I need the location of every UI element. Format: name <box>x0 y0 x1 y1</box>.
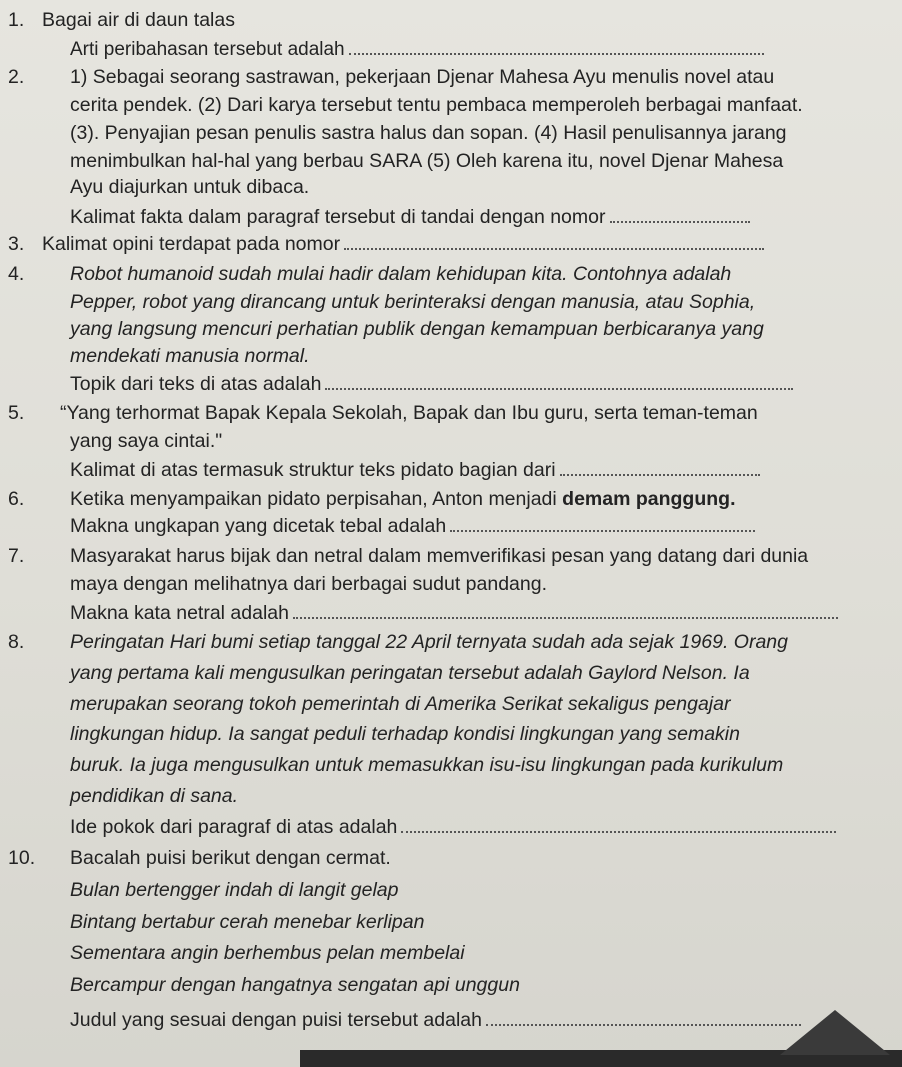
question-text: Peringatan Hari bumi setiap tanggal 22 April ternyata sudah ada sejak 1969. Orang <box>70 631 788 653</box>
question-text: Robot humanoid sudah mulai hadir dalam kehidupan kita. Contohnya adalah <box>70 263 732 285</box>
poem-line: Bercampur dengan hangatnya sengatan api unggun <box>70 974 520 996</box>
question-text: pendidikan di sana. <box>70 785 239 807</box>
question-number: 3. <box>8 233 25 255</box>
question-prompt: Judul yang sesuai dengan puisi tersebut adalah <box>70 1008 801 1032</box>
question-number: 1. <box>8 9 25 31</box>
question-number: 5. <box>8 402 25 424</box>
question-text: buruk. Ia juga mengusulkan untuk memasukkan isu-isu lingkungan pada kurikulum <box>70 754 784 776</box>
question-prompt: Makna kata netral adalah <box>70 601 838 625</box>
answer-blank[interactable] <box>344 234 764 250</box>
answer-blank[interactable] <box>293 603 838 619</box>
question-text: Ayu diajurkan untuk dibaca. <box>70 176 310 198</box>
question-prompt: Topik dari teks di atas adalah <box>70 372 793 396</box>
question-prompt: Makna ungkapan yang dicetak tebal adalah <box>70 514 755 538</box>
question-number: 10. <box>8 847 36 869</box>
answer-blank[interactable] <box>401 817 836 833</box>
question-text: Ketika menyampaikan pidato perpisahan, Anton menjadi demam panggung. <box>70 488 736 510</box>
question-prompt: Kalimat di atas termasuk struktur teks pidato bagian dari <box>70 458 760 482</box>
question-text: Bagai air di daun talas <box>42 9 235 31</box>
page-edge-shadow <box>780 1010 890 1055</box>
question-prompt: Kalimat opini terdapat pada nomor <box>42 232 764 256</box>
question-number: 6. <box>8 488 25 510</box>
question-text: lingkungan hidup. Ia sangat peduli terhadap kondisi lingkungan yang semakin <box>70 723 740 745</box>
answer-blank[interactable] <box>325 374 793 390</box>
answer-blank[interactable] <box>560 460 760 476</box>
question-text: “Yang terhormat Bapak Kepala Sekolah, Bapak dan Ibu guru, serta teman-teman <box>60 402 758 424</box>
poem-line: Bintang bertabur cerah menebar kerlipan <box>70 911 425 933</box>
question-text: yang pertama kali mengusulkan peringatan tersebut adalah Gaylord Nelson. Ia <box>70 662 750 684</box>
poem-line: Sementara angin berhembus pelan membelai <box>70 942 465 964</box>
bold-phrase: demam panggung. <box>562 488 736 510</box>
question-number: 7. <box>8 545 25 567</box>
question-prompt: Arti peribahasan tersebut adalah <box>70 38 764 62</box>
question-text: Masyarakat harus bijak dan netral dalam memverifikasi pesan yang datang dari dunia <box>70 545 809 567</box>
question-number: 4. <box>8 263 25 285</box>
answer-blank[interactable] <box>349 39 764 55</box>
poem-line: Bulan bertengger indah di langit gelap <box>70 879 399 901</box>
question-text: Pepper, robot yang dirancang untuk berinteraksi dengan manusia, atau Sophia, <box>70 291 756 313</box>
question-text: menimbulkan hal-hal yang berbau SARA (5) Oleh karena itu, novel Djenar Mahesa <box>70 150 784 172</box>
question-text: 1) Sebagai seorang sastrawan, pekerjaan Djenar Mahesa Ayu menulis novel atau <box>70 66 775 88</box>
answer-blank[interactable] <box>610 207 750 223</box>
question-number: 2. <box>8 66 25 88</box>
answer-blank[interactable] <box>486 1010 801 1026</box>
question-number: 8. <box>8 631 25 653</box>
question-text: cerita pendek. (2) Dari karya tersebut tentu pembaca memperoleh berbagai manfaat. <box>70 94 803 116</box>
question-prompt: Kalimat fakta dalam paragraf tersebut di tandai dengan nomor <box>70 205 750 229</box>
question-text: merupakan seorang tokoh pemerintah di Amerika Serikat sekaligus pengajar <box>70 693 731 715</box>
question-text: yang saya cintai." <box>70 430 223 452</box>
question-text: yang langsung mencuri perhatian publik dengan kemampuan berbicaranya yang <box>70 318 764 340</box>
question-prompt: Ide pokok dari paragraf di atas adalah <box>70 815 836 839</box>
question-text: maya dengan melihatnya dari berbagai sudut pandang. <box>70 573 548 595</box>
question-text: Bacalah puisi berikut dengan cermat. <box>70 847 391 869</box>
question-text: mendekati manusia normal. <box>70 345 310 367</box>
answer-blank[interactable] <box>450 516 755 532</box>
question-text: (3). Penyajian pesan penulis sastra halus dan sopan. (4) Hasil penulisannya jarang <box>70 122 787 144</box>
